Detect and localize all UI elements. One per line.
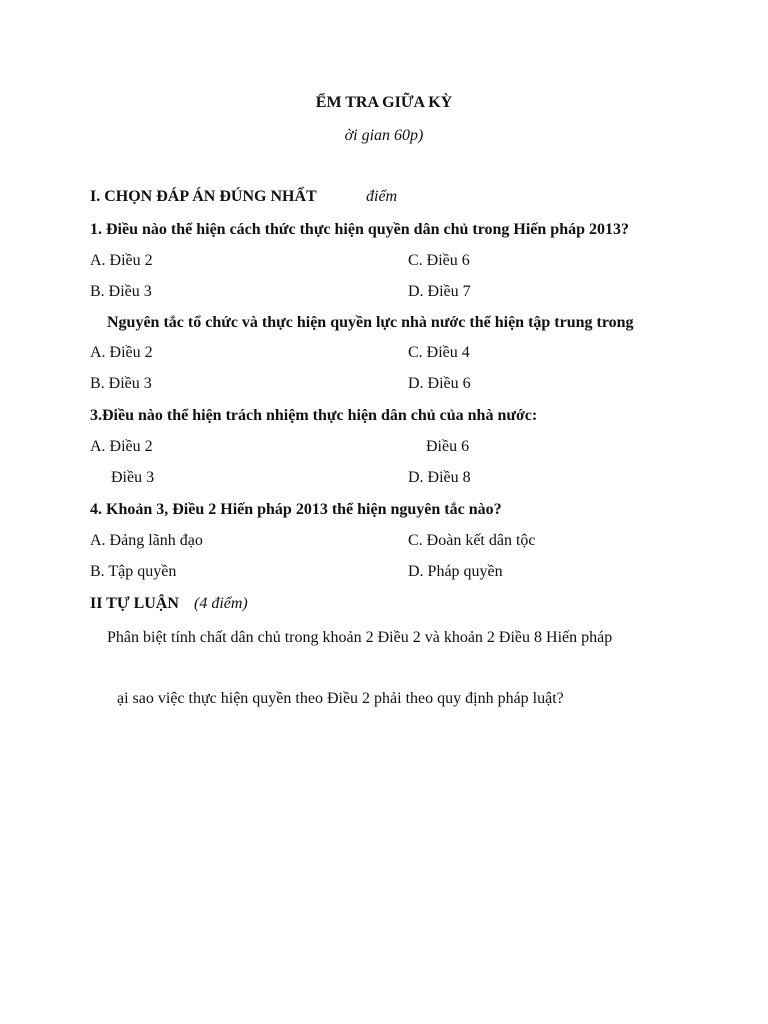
section-2-points: (4 điểm) <box>194 595 248 612</box>
question-3-option-b: Điều 3 <box>111 469 155 486</box>
essay-question-2: ại sao việc thực hiện quyền theo Điều 2 phải theo quy định pháp luật? <box>117 690 564 707</box>
question-1: 1. Điều nào thể hiện cách thức thực hiện quyền dân chủ trong Hiến pháp 2013? <box>90 221 629 238</box>
question-2: Nguyên tắc tổ chức và thực hiện quyền lực nhà nước thể hiện tập trung trong <box>107 314 634 331</box>
exam-duration: ời gian 60p) <box>344 127 424 144</box>
question-3: 3.Điều nào thể hiện trách nhiệm thực hiện dân chủ của nhà nước: <box>90 407 538 424</box>
exam-title: ỂM TRA GIỮA KỲ <box>315 94 453 111</box>
section-1-points: điểm <box>366 188 398 205</box>
question-4-option-a: A. Đảng lãnh đạo <box>90 532 203 549</box>
question-1-option-c: C. Điều 6 <box>408 252 470 269</box>
question-2-option-a: A. Điều 2 <box>90 344 153 361</box>
question-3-option-c: Điều 6 <box>426 438 470 455</box>
question-4-option-b: B. Tập quyền <box>90 563 177 580</box>
section-1-heading: I. CHỌN ĐÁP ÁN ĐÚNG NHẤT <box>90 188 317 205</box>
question-1-option-b: B. Điều 3 <box>90 283 152 300</box>
question-1-option-d: D. Điều 7 <box>408 283 471 300</box>
question-4-option-c: C. Đoàn kết dân tộc <box>408 532 536 549</box>
question-2-option-b: B. Điều 3 <box>90 375 152 392</box>
question-1-option-a: A. Điều 2 <box>90 252 153 269</box>
question-2-option-d: D. Điều 6 <box>408 375 471 392</box>
question-2-option-c: C. Điều 4 <box>408 344 470 361</box>
essay-question-1: Phân biệt tính chất dân chủ trong khoản 2 Điều 2 và khoản 2 Điều 8 Hiến pháp <box>107 629 613 646</box>
question-3-option-a: A. Điều 2 <box>90 438 153 455</box>
question-3-option-d: D. Điều 8 <box>408 469 471 486</box>
question-4-option-d: D. Pháp quyền <box>408 563 503 580</box>
question-4: 4. Khoản 3, Điều 2 Hiến pháp 2013 thể hiện nguyên tắc nào? <box>90 501 502 518</box>
section-2-heading: II TỰ LUẬN <box>90 595 179 612</box>
